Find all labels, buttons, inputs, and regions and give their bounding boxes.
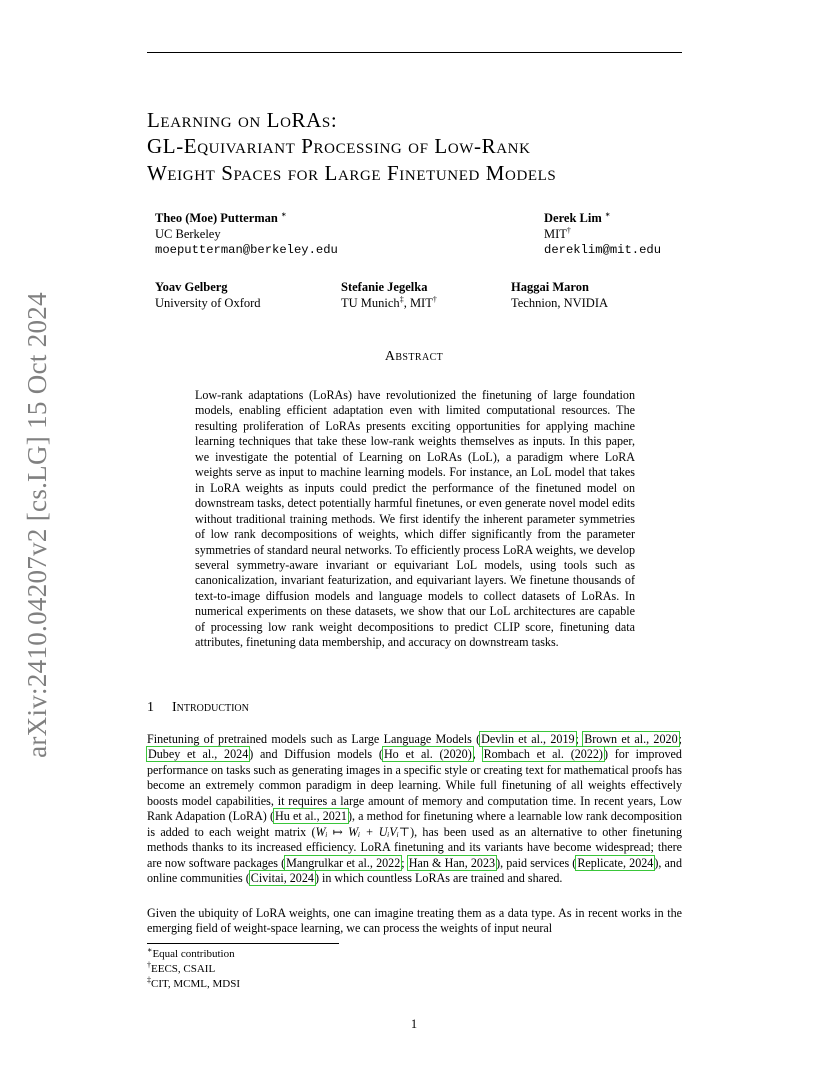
citation-link[interactable]: Hu et al., 2021 bbox=[275, 809, 347, 824]
section-title: Introduction bbox=[172, 700, 249, 715]
citation-link[interactable]: Dubey et al., 2024 bbox=[148, 747, 249, 762]
author-name: Derek Lim ∗ bbox=[544, 209, 611, 225]
intro-paragraph-1: Finetuning of pretrained models such as Large Language Models (Devlin et al., 2019; Brown et al., 2020; Dubey et al., 2024) and Diffusion models (Ho et al. (2020), Rombach et al. (2022)) for improved performance on tasks such as generating images in a specific style or creating text for mathematical proofs has become an extremely common paradigm in deep learning. While full finetuning of all weights effectively boosts model capabilities, it requires a large amount of memory and computation time. In recent years, Low Rank Adapation (LoRA) (Hu et al., 2021), a method for finetuning where a learnable low rank decomposition is added to each weight matrix (Wᵢ ↦ Wᵢ + UᵢVᵢ⊤), has been used as an alternative to other finetuning methods thanks to its increased efficiency. LoRA finetuning and its variants have become widespread; there are now software packages (Mangrulkar et al., 2022; Han & Han, 2023), paid services (Replicate, 2024), and online communities (Civitai, 2024) in which countless LoRAs are trained and shared. bbox=[147, 732, 683, 886]
citation-link[interactable]: Rombach et al. (2022) bbox=[483, 747, 603, 762]
abstract-text: Low-rank adaptations (LoRAs) have revolutionized the finetuning of large foundation models, enabling efficient adaptation even with limited computational resources. The resulting proliferation of LoRAs presents exciting opportunities for applying machine learning techniques that take these low-rank weights themselves as inputs. In this paper, we investigate the potential of Learning on LoRAs (LoL), a paradigm where LoRA weights serve as input to machine learning models. For instance, an LoL model that takes in LoRA weights as inputs could predict the performance of the finetuned model on downstream tasks, detect potentially harmful finetunes, or even generate novel model edits without traditional training methods. We first identify the inherent parameter symmetries of low rank decompositions of weights, which differ significantly from the parameter symmetries of standard neural networks. To efficiently process LoRA weights, we develop several symmetry-aware invariant or equivariant LoL models, using tools such as canonicalization, invariant featurization, and equivariant layers. We finetune thousands of text-to-image diffusion models and language models to collect datasets of LoRAs. In numerical experiments on these datasets, we show that our LoL architectures are capable of processing low rank weight decompositions to predict CLIP score, finetuning data attributes, finetuning data membership, and accuracy on downstream tasks. bbox=[195, 388, 635, 650]
abstract-heading: Abstract bbox=[384, 349, 444, 364]
footnote-rule bbox=[147, 943, 339, 944]
arxiv-identifier-stamp: arXiv:2410.04207v2 [cs.LG] 15 Oct 2024 bbox=[22, 292, 52, 758]
author-affiliation: Technion, NVIDIA bbox=[511, 296, 609, 310]
citation-link[interactable]: Civitai, 2024 bbox=[250, 871, 314, 886]
math-expression: Wᵢ ↦ Wᵢ + UᵢVᵢ⊤ bbox=[315, 824, 411, 839]
author-affiliation: University of Oxford bbox=[155, 296, 261, 310]
citation-link[interactable]: Brown et al., 2020 bbox=[584, 732, 678, 746]
citation-link[interactable]: Ho et al. (2020) bbox=[383, 747, 472, 762]
author-block-putterman bbox=[155, 210, 338, 258]
author-name: Stefanie Jegelka bbox=[341, 280, 428, 294]
author-email[interactable]: dereklim@mit.edu bbox=[544, 243, 662, 257]
title-top-rule bbox=[147, 52, 682, 53]
author-block-lim bbox=[544, 210, 661, 258]
section-heading-introduction bbox=[147, 700, 249, 716]
footnote-2: †EECS, CSAIL bbox=[147, 960, 216, 975]
author-name: Haggai Maron bbox=[511, 280, 589, 294]
citation-link[interactable]: Mangrulkar et al., 2022 bbox=[286, 855, 401, 870]
page-number: 1 bbox=[410, 1017, 418, 1031]
title-line-3: Weight Spaces for Large Finetuned Models bbox=[147, 161, 557, 185]
footnote-3: ‡CIT, MCML, MDSI bbox=[147, 975, 241, 990]
author-affiliation: TU Munich‡, MIT† bbox=[341, 294, 437, 310]
author-affiliation: MIT† bbox=[544, 225, 571, 241]
author-block-maron bbox=[511, 279, 608, 311]
title-line-1: Learning on LoRAs: bbox=[147, 108, 338, 132]
author-name: Theo (Moe) Putterman ∗ bbox=[155, 209, 287, 225]
author-email[interactable]: moeputterman@berkeley.edu bbox=[155, 243, 338, 257]
author-block-jegelka bbox=[341, 279, 437, 311]
author-block-gelberg bbox=[155, 279, 261, 311]
footnote-1: ∗Equal contribution bbox=[147, 945, 235, 960]
author-affiliation: UC Berkeley bbox=[155, 227, 221, 241]
author-name: Yoav Gelberg bbox=[155, 280, 228, 294]
section-number: 1 bbox=[147, 700, 154, 715]
intro-paragraph-2: Given the ubiquity of LoRA weights, one can imagine treating them as a data type. As in recent works in the emerging field of weight-space learning, we can process the weights of input neural bbox=[147, 906, 682, 936]
title-line-2: GL-Equivariant Processing of Low-Rank bbox=[147, 134, 531, 158]
citation-link[interactable]: Devlin et al., 2019 bbox=[481, 732, 575, 746]
citation-link[interactable]: Han & Han, 2023 bbox=[408, 855, 496, 870]
citation-link[interactable]: Replicate, 2024 bbox=[577, 855, 654, 870]
